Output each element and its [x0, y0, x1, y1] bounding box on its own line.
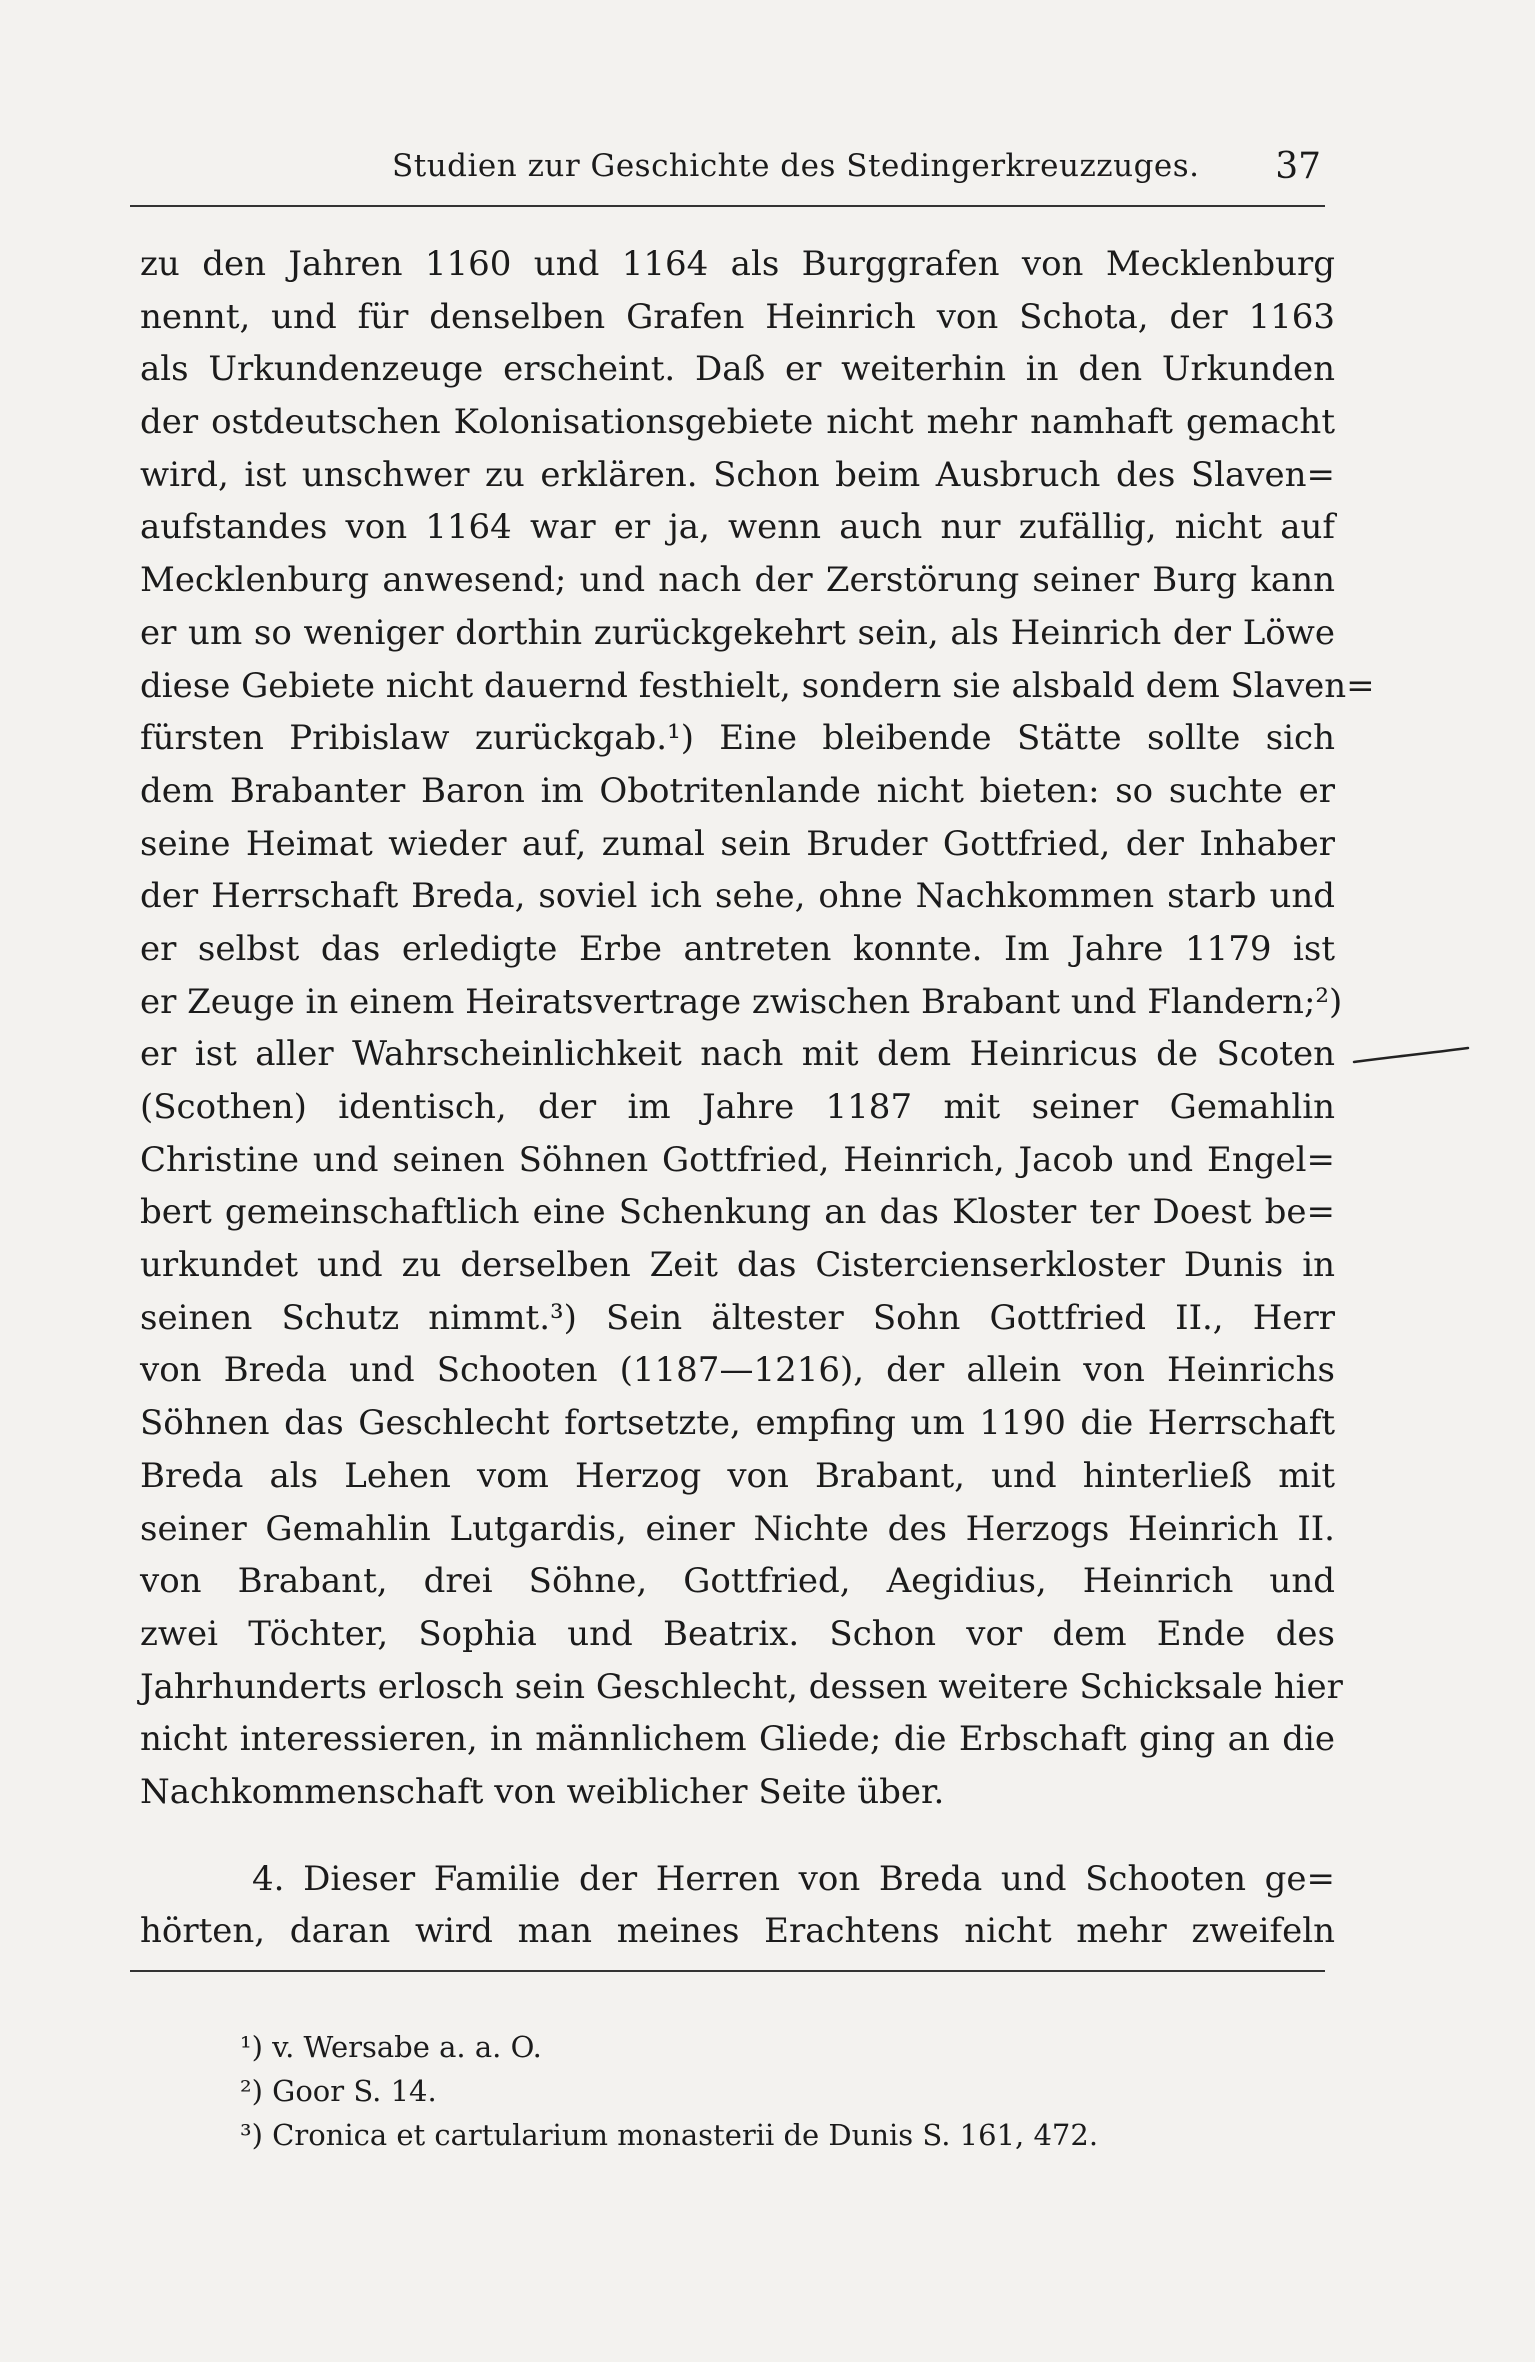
text-line: er ist aller Wahrscheinlichkeit nach mit dem Heinricus de Scoten [140, 1034, 1335, 1075]
text-line: nennt, und für denselben Grafen Heinrich von Schota, der 1163 [140, 296, 1335, 337]
text-line: seine Heimat wieder auf, zumal sein Bruder Gottfried, der Inhaber [140, 823, 1335, 864]
footnote: ²) Goor S. 14. [240, 2074, 437, 2108]
text-line: der Herrschaft Breda, soviel ich sehe, ohne Nachkommen starb und [140, 876, 1335, 917]
paragraph [140, 1853, 1335, 1958]
text-line: diese Gebiete nicht dauernd festhielt, sondern sie alsbald dem Slaven= [140, 665, 1375, 706]
header-rule [130, 205, 1325, 207]
text-line: Jahrhunderts erlosch sein Geschlecht, dessen weitere Schicksale hier [140, 1666, 1343, 1707]
text-line: er selbst das erledigte Erbe antreten konnte. Im Jahre 1179 ist [140, 928, 1335, 969]
page-number: 37 [1275, 146, 1321, 187]
text-line: seinen Schutz nimmt.³) Sein ältester Sohn Gottfried II., Herr [140, 1297, 1335, 1338]
text-line: aufstandes von 1164 war er ja, wenn auch nur zufällig, nicht auf [140, 507, 1335, 548]
margin-pencil-mark [1352, 1046, 1470, 1066]
text-line: nicht interessieren, in männlichem Gliede; die Erbschaft ging an die [140, 1719, 1335, 1760]
running-title: Studien zur Geschichte des Stedingerkreuzzuges. [392, 148, 1200, 184]
footnote: ³) Cronica et cartularium monasterii de Dunis S. 161, 472. [240, 2118, 1099, 2152]
text-line: von Breda und Schooten (1187—1216), der allein von Heinrichs [140, 1350, 1335, 1391]
text-line: Söhnen das Geschlecht fortsetzte, empfing um 1190 die Herrschaft [140, 1403, 1335, 1444]
footnote-rule [130, 1970, 1325, 1972]
text-line: der ostdeutschen Kolonisationsgebiete nicht mehr namhaft gemacht [140, 402, 1335, 443]
paragraph [140, 238, 1375, 1819]
text-line: zwei Töchter, Sophia und Beatrix. Schon vor dem Ende des [140, 1613, 1335, 1654]
text-line: wird, ist unschwer zu erklären. Schon beim Ausbruch des Slaven= [140, 454, 1335, 495]
text-line: seiner Gemahlin Lutgardis, einer Nichte des Herzogs Heinrich II. [140, 1508, 1335, 1549]
text-line: fürsten Pribislaw zurückgab.¹) Eine bleibende Stätte sollte sich [140, 718, 1335, 759]
paragraph-gap [140, 1819, 1335, 1853]
text-line: Nachkommenschaft von weiblicher Seite über. [140, 1771, 945, 1812]
text-line: als Urkundenzeuge erscheint. Daß er weiterhin in den Urkunden [140, 349, 1335, 390]
text-line: bert gemeinschaftlich eine Schenkung an das Kloster ter Doest be= [140, 1192, 1335, 1233]
text-line: hörten, daran wird man meines Erachtens nicht mehr zweifeln [140, 1911, 1335, 1952]
text-line: er Zeuge in einem Heiratsvertrage zwischen Brabant und Flandern;²) [140, 981, 1343, 1022]
body-text [140, 238, 1375, 1958]
text-line: dem Brabanter Baron im Obotritenlande nicht bieten: so suchte er [140, 770, 1335, 811]
text-line: er um so weniger dorthin zurückgekehrt sein, als Heinrich der Löwe [140, 612, 1335, 653]
footnote: ¹) v. Wersabe a. a. O. [240, 2030, 542, 2064]
text-line: (Scothen) identisch, der im Jahre 1187 mit seiner Gemahlin [140, 1087, 1335, 1127]
footnotes [240, 2025, 1290, 2157]
text-line: Mecklenburg anwesend; und nach der Zerstörung seiner Burg kann [140, 560, 1335, 601]
text-line: Breda als Lehen vom Herzog von Brabant, und hinterließ mit [140, 1455, 1335, 1496]
text-line: Christine und seinen Söhnen Gottfried, Heinrich, Jacob und Engel= [140, 1139, 1335, 1180]
text-line: zu den Jahren 1160 und 1164 als Burggrafen von Mecklenburg [140, 244, 1335, 284]
page-header [140, 140, 1335, 200]
text-line: 4. Dieser Familie der Herren von Breda und Schooten ge= [252, 1858, 1335, 1899]
text-line: von Brabant, drei Söhne, Gottfried, Aegidius, Heinrich und [140, 1561, 1335, 1602]
text-line: urkundet und zu derselben Zeit das Cistercienserkloster Dunis in [140, 1245, 1335, 1286]
